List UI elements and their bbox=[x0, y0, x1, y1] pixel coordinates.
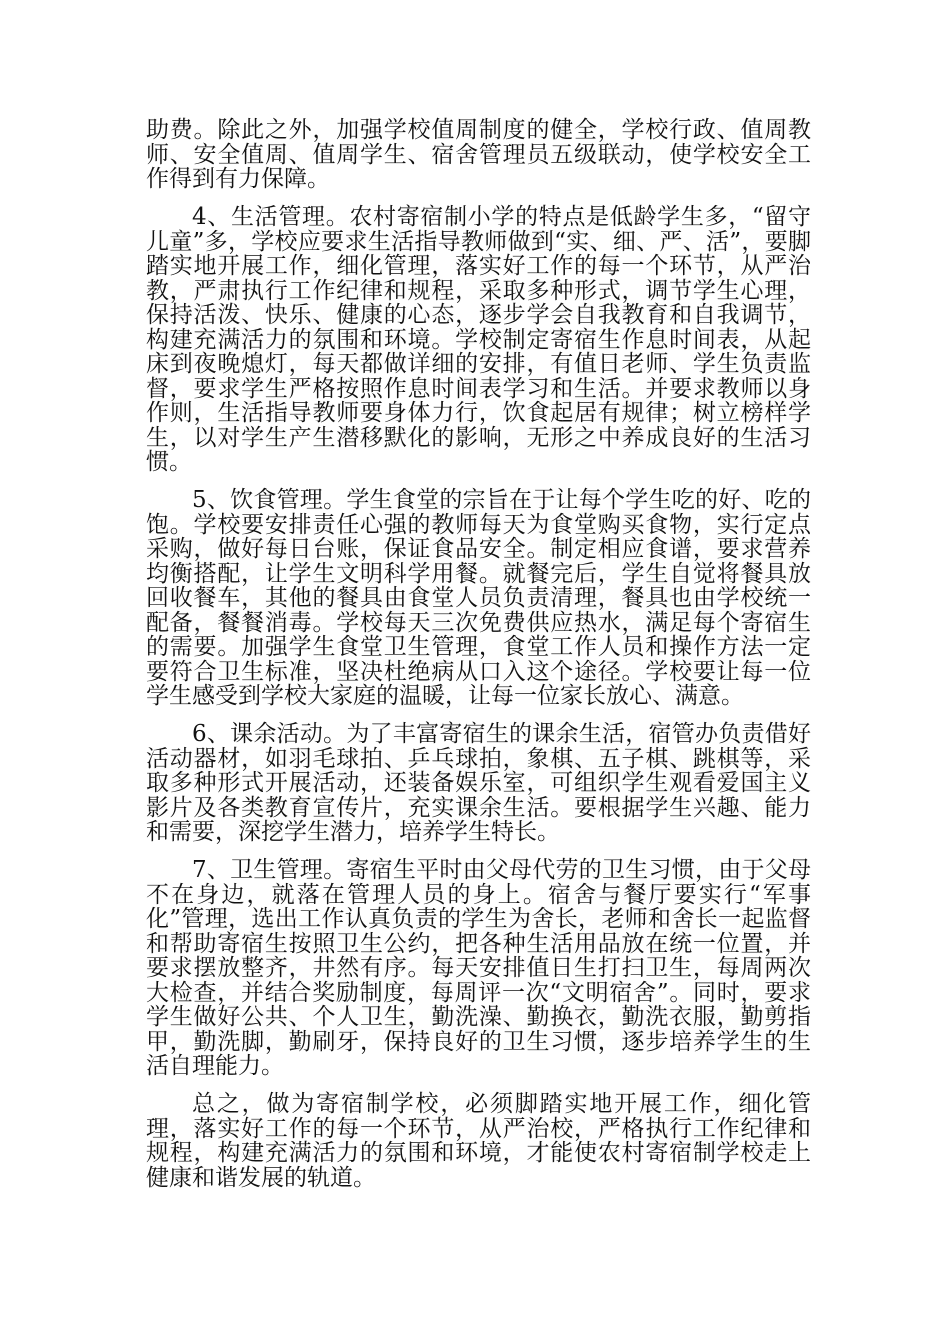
document-body bbox=[146, 118, 811, 1204]
paragraph-continuation: 助费。除此之外，加强学校值周制度的健全，学校行政、值周教师、安全值周、值周学生、宿舍管理员五级联动，使学校安全工作得到有力保障。 bbox=[146, 117, 811, 192]
paragraph-extracurricular-activities: 6、课余活动。为了丰富寄宿生的课余生活，宿管办负责借好活动器材，如羽毛球拍、乒乓球拍，象棋、五子棋、跳棋等，采取多种形式开展活动，还装备娱乐室，可组织学生观看爱国主义影片及各类教育宣传片，充实课余生活。要根据学生兴趣、能力和需要，深挖学生潜力，培养学生特长。 bbox=[146, 721, 811, 845]
paragraph-conclusion: 总之，做为寄宿制学校，必须脚踏实地开展工作，细化管理，落实好工作的每一个环节，从严治校，严格执行工作纪律和规程，构建充满活力的氛围和环境，才能使农村寄宿制学校走上健康和谐发展的轨道。 bbox=[146, 1091, 811, 1191]
paragraph-hygiene-management: 7、卫生管理。寄宿生平时由父母代劳的卫生习惯，由于父母不在身边，就落在管理人员的身上。宿舍与餐厅要实行“军事化”管理，选出工作认真负责的学生为舍长，老师和舍长一起监督和帮助寄宿生按照卫生公约，把各种生活用品放在统一位置，并要求摆放整齐，井然有序。每天安排值日生打扫卫生，每周两次大检查，并结合奖励制度，每周评一次“文明宿舍”。同时，要求学生做好公共、个人卫生，勤洗澡、勤换衣，勤洗衣服，勤剪指甲，勤洗脚，勤刷牙，保持良好的卫生习惯，逐步培养学生的生活自理能力。 bbox=[146, 857, 811, 1079]
paragraph-diet-management: 5、饮食管理。学生食堂的宗旨在于让每个学生吃的好、吃的饱。学校要安排责任心强的教师每天为食堂购买食物，实行定点采购，做好每日台账，保证食品安全。制定相应食谱，要求营养均衡搭配，让学生文明科学用餐。就餐完后，学生自觉将餐具放回收餐车，其他的餐具由食堂人员负责清理，餐具也由学校统一配备，餐餐消毒。学校每天三次免费供应热水，满足每个寄宿生的需要。加强学生食堂卫生管理，食堂工作人员和操作方法一定要符合卫生标准，坚决杜绝病从口入这个途径。学校要让每一位学生感受到学校大家庭的温暖，让每一位家长放心、满意。 bbox=[146, 487, 811, 709]
paragraph-life-management: 4、生活管理。农村寄宿制小学的特点是低龄学生多，“留守儿童”多，学校应要求生活指导教师做到“实、细、严、活”，要脚踏实地开展工作，细化管理，落实好工作的每一个环节，从严治教，严肃执行工作纪律和规程，采取多种形式，调节学生心理，保持活泼、快乐、健康的心态，逐步学会自我教育和自我调节，构建充满活力的氛围和环境。学校制定寄宿生作息时间表，从起床到夜晚熄灯，每天都做详细的安排，有值日老师、学生负责监督，要求学生严格按照作息时间表学习和生活。并要求教师以身作则，生活指导教师要身体力行，饮食起居有规律；树立榜样学生，以对学生产生潜移默化的影响，无形之中养成良好的生活习惯。 bbox=[146, 204, 811, 475]
